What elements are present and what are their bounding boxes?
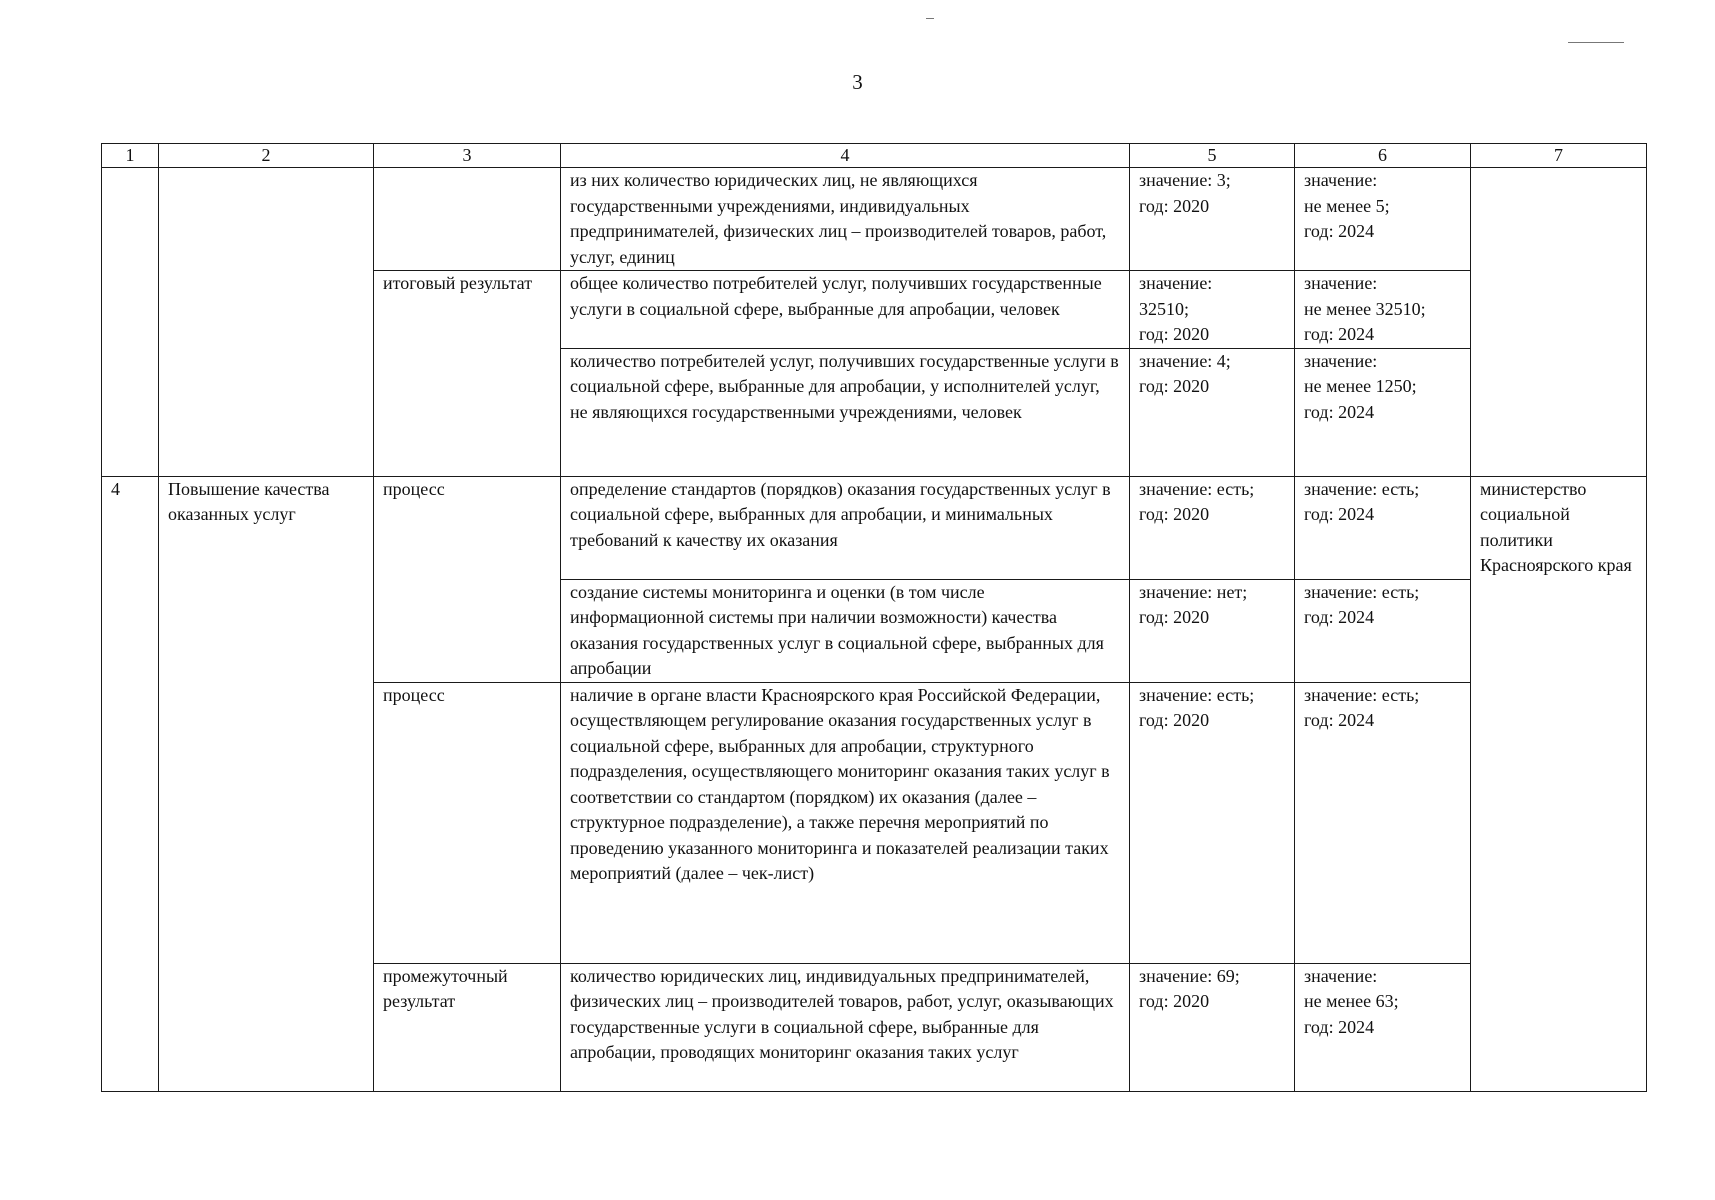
number-cell xyxy=(102,168,159,477)
column-header-1: 1 xyxy=(102,144,159,168)
stage-cell: процесс xyxy=(374,682,561,963)
stage-cell: процесс xyxy=(374,476,561,682)
target-value-cell: значение: не менее 32510; год: 2024 xyxy=(1295,271,1471,349)
target-value-cell: значение: есть; год: 2024 xyxy=(1295,579,1471,682)
header-row xyxy=(102,144,1647,168)
target-value-cell: значение: есть; год: 2024 xyxy=(1295,682,1471,963)
base-value-cell: значение: 3; год: 2020 xyxy=(1130,168,1295,271)
indicator-cell: количество потребителей услуг, получивших государственные услуги в социальной сфере, выбранные для апробации, у исполнителей услуг, не являющихся государственными учреждениями, человек xyxy=(561,348,1130,476)
column-header-7: 7 xyxy=(1471,144,1647,168)
column-header-3: 3 xyxy=(374,144,561,168)
stage-cell: промежуточный результат xyxy=(374,963,561,1091)
column-header-5: 5 xyxy=(1130,144,1295,168)
indicator-cell: из них количество юридических лиц, не являющихся государственными учреждениями, индивидуальных предпринимателей, физических лиц – производителей товаров, работ, услуг, единиц xyxy=(561,168,1130,271)
task-cell xyxy=(159,168,374,477)
responsible-cell xyxy=(1471,168,1647,477)
target-value-cell: значение: не менее 5; год: 2024 xyxy=(1295,168,1471,271)
base-value-cell: значение: 32510; год: 2020 xyxy=(1130,271,1295,349)
stage-cell xyxy=(374,168,561,271)
indicator-cell: общее количество потребителей услуг, получивших государственные услуги в социальной сфере, выбранные для апробации, человек xyxy=(561,271,1130,349)
responsible-cell: министерство социальной политики Красноярского края xyxy=(1471,476,1647,1091)
base-value-cell: значение: есть; год: 2020 xyxy=(1130,476,1295,579)
table-row xyxy=(102,168,1647,271)
column-header-2: 2 xyxy=(159,144,374,168)
indicator-cell: наличие в органе власти Красноярского края Российской Федерации, осуществляющем регулирование оказания государственных услуг в социальной сфере, выбранных для апробации, структурного подразделения, осуществляющего мониторинг оказания таких услуг в соответствии со стандартом (порядком) их оказания (далее – структурное подразделение), а также перечня мероприятий по проведению указанного мониторинга и показателей реализации таких мероприятий (далее – чек-лист) xyxy=(561,682,1130,963)
task-cell: Повышение качества оказанных услуг xyxy=(159,476,374,1091)
indicator-cell: создание системы мониторинга и оценки (в том числе информационной системы при наличии возможности) качества оказания государственных услуг в социальной сфере, выбранных для апробации xyxy=(561,579,1130,682)
indicators-table xyxy=(101,143,1647,1092)
scan-mark xyxy=(1568,42,1624,43)
indicator-cell: количество юридических лиц, индивидуальных предпринимателей, физических лиц – производителей товаров, работ, услуг, оказывающих государственные услуги в социальной сфере, выбранные для апробации, проводящих мониторинг оказания таких услуг xyxy=(561,963,1130,1091)
base-value-cell: значение: есть; год: 2020 xyxy=(1130,682,1295,963)
column-header-4: 4 xyxy=(561,144,1130,168)
target-value-cell: значение: не менее 63; год: 2024 xyxy=(1295,963,1471,1091)
stage-cell: итоговый результат xyxy=(374,271,561,477)
indicator-cell: определение стандартов (порядков) оказания государственных услуг в социальной сфере, выбранных для апробации, и минимальных требований к качеству их оказания xyxy=(561,476,1130,579)
base-value-cell: значение: нет; год: 2020 xyxy=(1130,579,1295,682)
table-row xyxy=(102,476,1647,579)
scan-mark xyxy=(926,18,934,19)
column-header-6: 6 xyxy=(1295,144,1471,168)
number-cell: 4 xyxy=(102,476,159,1091)
base-value-cell: значение: 69; год: 2020 xyxy=(1130,963,1295,1091)
target-value-cell: значение: есть; год: 2024 xyxy=(1295,476,1471,579)
target-value-cell: значение: не менее 1250; год: 2024 xyxy=(1295,348,1471,476)
page-number: 3 xyxy=(852,70,863,94)
base-value-cell: значение: 4; год: 2020 xyxy=(1130,348,1295,476)
